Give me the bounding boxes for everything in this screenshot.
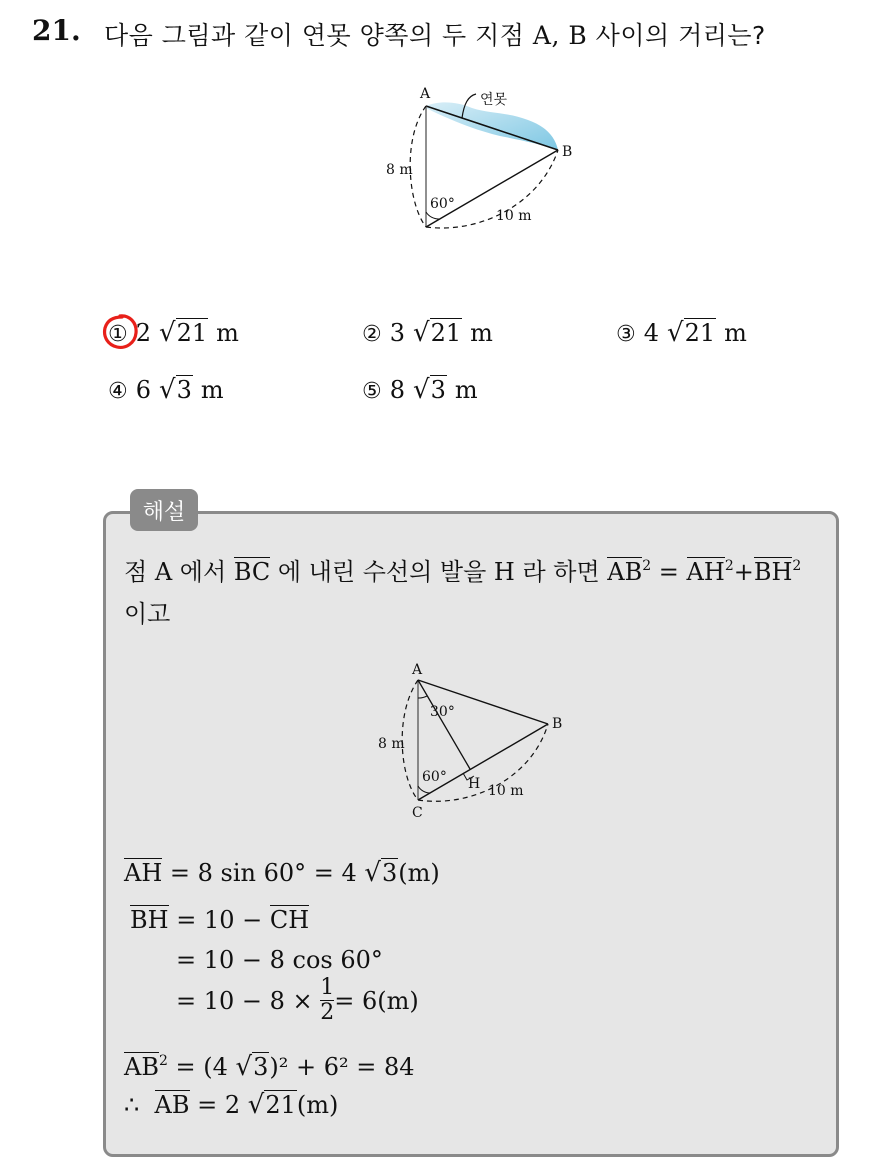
label-10m: 10 m <box>496 208 532 224</box>
label2-10m: 10 m <box>488 783 524 799</box>
equation-5: $AB^2 = (4$ √3)² + 6² = 84 <box>124 1052 415 1082</box>
eq2-rhs: = 10 − <box>168 906 270 934</box>
eq1-unit: (m) <box>398 859 440 887</box>
equation-6: ∴ AB = 2 √21(m) <box>124 1090 339 1120</box>
label-8m: 8 m <box>386 162 413 178</box>
choice-2-coef: 3 <box>389 319 406 347</box>
choice-2-number: ② <box>362 322 382 347</box>
eq4-b: = 6(m) <box>334 986 419 1015</box>
choice-4-coef: 6 <box>135 376 152 404</box>
sol-segment-AH: AH <box>686 558 725 586</box>
choice-1-unit: m <box>216 319 239 347</box>
question-points: A, B <box>532 21 588 50</box>
sol-sq-1: 2 <box>642 558 652 574</box>
eq5-radicand: 3 <box>253 1053 269 1081</box>
sol-text-b: 에서 <box>172 558 234 586</box>
label2-H: H <box>468 776 481 792</box>
solution-line-2: 이고 <box>124 600 171 628</box>
eq6-a: = 2 <box>189 1091 248 1119</box>
choice-3-unit: m <box>724 319 747 347</box>
perpendicular-AH <box>418 680 470 769</box>
label-pond: 연못 <box>480 92 508 108</box>
question-number: 21. <box>32 14 81 47</box>
solution-line-1 <box>124 552 801 587</box>
eq6-radicand: 21 <box>265 1091 296 1119</box>
label2-60deg: 60° <box>422 769 447 785</box>
equation-2 <box>130 906 309 934</box>
angle-arc-60 <box>426 212 439 219</box>
choice-5-unit: m <box>454 376 478 404</box>
sol-sq-3: 2 <box>792 558 802 574</box>
sol-equals: = <box>651 558 687 586</box>
choice-3-radicand: 21 <box>684 319 716 347</box>
choice-1[interactable]: ① 2 √21 m <box>108 318 239 348</box>
choice-5-radicand: 3 <box>430 376 446 404</box>
label2-B: B <box>552 716 563 732</box>
question-text-part1: 다음 그림과 같이 연못 양쪽의 두 지점 <box>104 21 533 50</box>
label-A: A <box>420 86 431 102</box>
sol-point-A: A <box>154 558 173 586</box>
side-CB <box>426 150 558 227</box>
therefore-symbol: ∴ <box>124 1091 140 1119</box>
fraction-denominator: 2 <box>320 1000 335 1025</box>
eq6-segment-AB: AB <box>154 1091 190 1119</box>
equation-4 <box>176 976 419 1025</box>
eq4-a: = 10 − 8 × <box>176 986 313 1015</box>
fraction-half <box>320 976 334 1025</box>
pond-figure <box>380 84 590 234</box>
side2-CB <box>418 724 548 800</box>
label2-A: A <box>412 662 423 678</box>
eq1-rhs: = 8 sin 60° = 4 <box>162 859 365 887</box>
choice-1-radicand: 21 <box>176 319 208 347</box>
choice-5[interactable]: ⑤ 8 √3 m <box>362 375 478 405</box>
equation-3: = 10 − 8 cos 60° <box>176 946 383 974</box>
label-B: B <box>562 144 573 160</box>
label-60deg: 60° <box>430 196 455 212</box>
sol-plus: + <box>733 558 754 586</box>
solution-figure <box>372 660 582 820</box>
choice-3-number: ③ <box>616 322 636 347</box>
choice-4-number: ④ <box>108 379 128 404</box>
angle-arc-30 <box>418 696 427 698</box>
question-text-part2: 사이의 거리는? <box>587 21 766 50</box>
eq6-unit: (m) <box>296 1091 339 1119</box>
choice-2-unit: m <box>470 319 493 347</box>
choice-2-radicand: 21 <box>430 319 462 347</box>
sol-text-d: 라 하면 <box>514 558 608 586</box>
choice-3-coef: 4 <box>643 319 660 347</box>
eq2-segment-CH: CH <box>269 906 310 934</box>
fraction-numerator: 1 <box>320 975 335 1000</box>
sol-sq-2: 2 <box>724 558 734 574</box>
sol-point-H: H <box>493 558 515 586</box>
sol-text-c: 에 내린 수선의 발을 <box>270 558 494 586</box>
angle-arc-60b <box>418 786 430 793</box>
choice-4-unit: m <box>200 376 224 404</box>
choice-4-radicand: 3 <box>176 376 192 404</box>
equation-1: AH = 8 sin 60° = 4 √3(m) <box>124 858 440 888</box>
choice-1-number: ① <box>108 322 128 347</box>
sol-segment-BH: BH <box>753 558 793 586</box>
label2-8m: 8 m <box>378 736 405 752</box>
choice-1-coef: 2 <box>135 319 152 347</box>
label2-C: C <box>412 805 423 820</box>
eq5-sq: 2 <box>158 1053 168 1069</box>
eq1-lhs: AH <box>124 859 163 887</box>
choice-3[interactable]: ③ 4 √21 m <box>616 318 747 348</box>
eq5-b: )² + 6² = 84 <box>269 1053 415 1081</box>
sol-text-a: 점 <box>124 558 155 586</box>
sol-segment-AB: AB <box>607 558 643 586</box>
answer-circle-mark <box>100 312 140 352</box>
sol-segment-BC: BC <box>233 558 271 586</box>
choice-5-coef: 8 <box>389 376 406 404</box>
choice-5-number: ⑤ <box>362 379 382 404</box>
solution-tag: 해설 <box>130 489 198 531</box>
choice-4[interactable]: ④ 6 √3 m <box>108 375 224 405</box>
choice-2[interactable]: ② 3 √21 m <box>362 318 493 348</box>
label2-30deg: 30° <box>430 704 455 720</box>
eq5-a: = (4 <box>167 1053 236 1081</box>
eq1-radicand: 3 <box>382 859 398 887</box>
eq2-lhs: BH <box>130 906 169 934</box>
question-text <box>104 16 766 52</box>
eq5-lhs: AB <box>124 1053 159 1081</box>
